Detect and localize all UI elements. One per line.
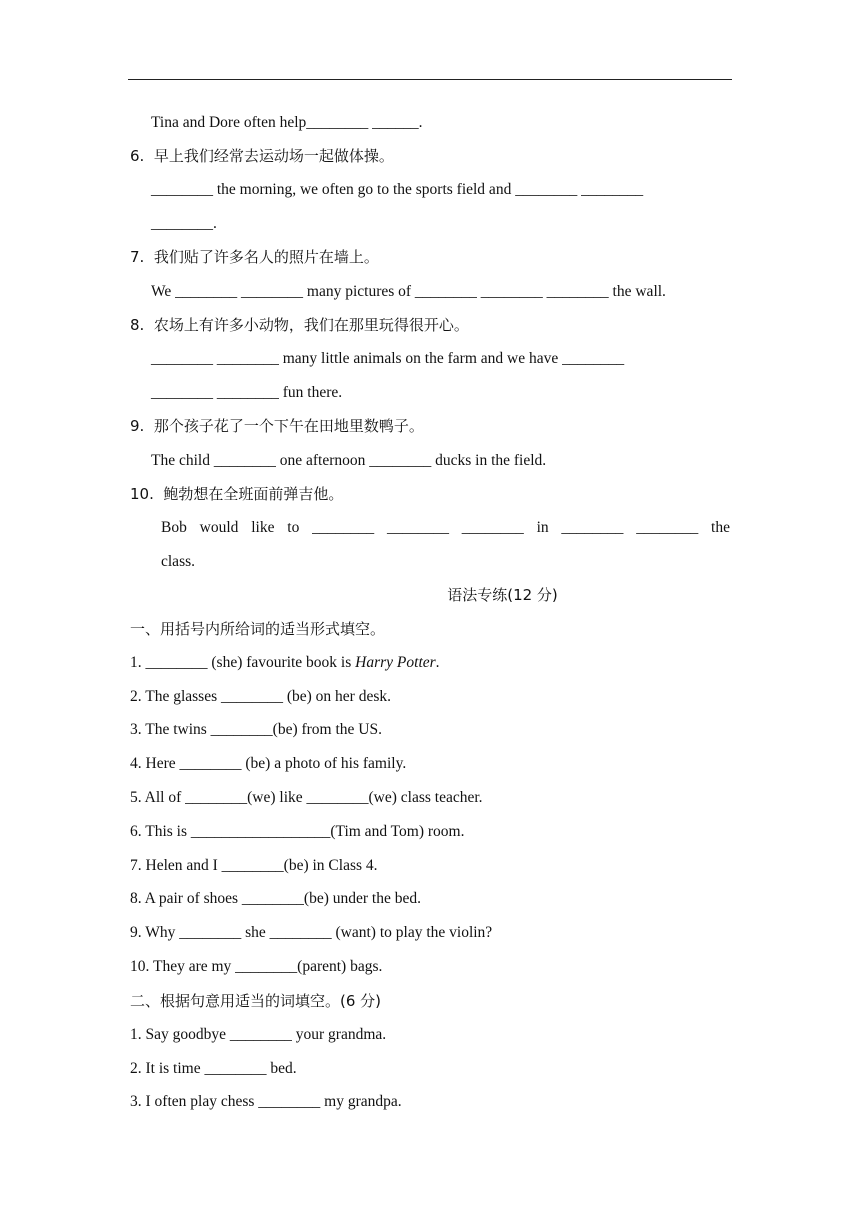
question-8-answer-line2: ________ ________ fun there. [151, 384, 343, 401]
question-10-answer-line2: class. [161, 553, 196, 570]
grammar-item-6: 6. This is __________________(Tim and Tom) room. [130, 823, 465, 840]
question-8-answer-line1: ________ ________ many little animals on the farm and we have ________ [151, 350, 625, 367]
grammar-item-9: 9. Why ________ she ________ (want) to play the violin? [130, 924, 493, 941]
question-6-chinese: 6. 早上我们经常去运动场一起做体操。 [130, 147, 394, 165]
question-10-chinese: 10. 鲍勃想在全班面前弹吉他。 [130, 485, 344, 503]
sentence-5-answer: Tina and Dore often help________ ______. [151, 114, 423, 131]
grammar-item-2: 2. The glasses ________ (be) on her desk. [130, 688, 392, 705]
section-1-heading: 一、用括号内所给词的适当形式填空。 [130, 620, 386, 638]
header-rule [128, 79, 732, 80]
grammar-item-10: 10. They are my ________(parent) bags. [130, 958, 383, 975]
fill-item-1: 1. Say goodbye ________ your grandma. [130, 1026, 387, 1043]
question-10-answer-line1: Bob would like to ________ ________ ________ in ________ ________ the [161, 519, 730, 536]
question-7-chinese: 7. 我们贴了许多名人的照片在墙上。 [130, 248, 379, 266]
question-9-answer: The child ________ one afternoon ________ ducks in the field. [151, 452, 547, 469]
fill-item-2: 2. It is time ________ bed. [130, 1060, 297, 1077]
grammar-item-3: 3. The twins ________(be) from the US. [130, 721, 382, 738]
fill-item-3: 3. I often play chess ________ my grandpa. [130, 1093, 402, 1110]
grammar-item-4: 4. Here ________ (be) a photo of his family. [130, 755, 407, 772]
grammar-item-5: 5. All of ________(we) like ________(we) class teacher. [130, 789, 483, 806]
grammar-item-1: 1. ________ (she) favourite book is Harry Potter. [130, 654, 440, 671]
book-title: Harry Potter [355, 654, 436, 671]
question-8-chinese: 8. 农场上有许多小动物，我们在那里玩得很开心。 [130, 316, 469, 334]
question-6-answer-line1: ________ the morning, we often go to the sports field and ________ ________ [151, 181, 644, 198]
question-6-answer-line2: ________. [151, 215, 217, 232]
grammar-item-8: 8. A pair of shoes ________(be) under the bed. [130, 890, 421, 907]
section-2-heading: 二、根据句意用适当的词填空。(6 分) [130, 992, 382, 1010]
grammar-item-7: 7. Helen and I ________(be) in Class 4. [130, 857, 378, 874]
question-7-answer: We ________ ________ many pictures of ________ ________ ________ the wall. [151, 283, 666, 300]
grammar-section-title: 语法专练(12 分) [447, 586, 558, 604]
question-9-chinese: 9. 那个孩子花了一个下午在田地里数鸭子。 [130, 417, 424, 435]
